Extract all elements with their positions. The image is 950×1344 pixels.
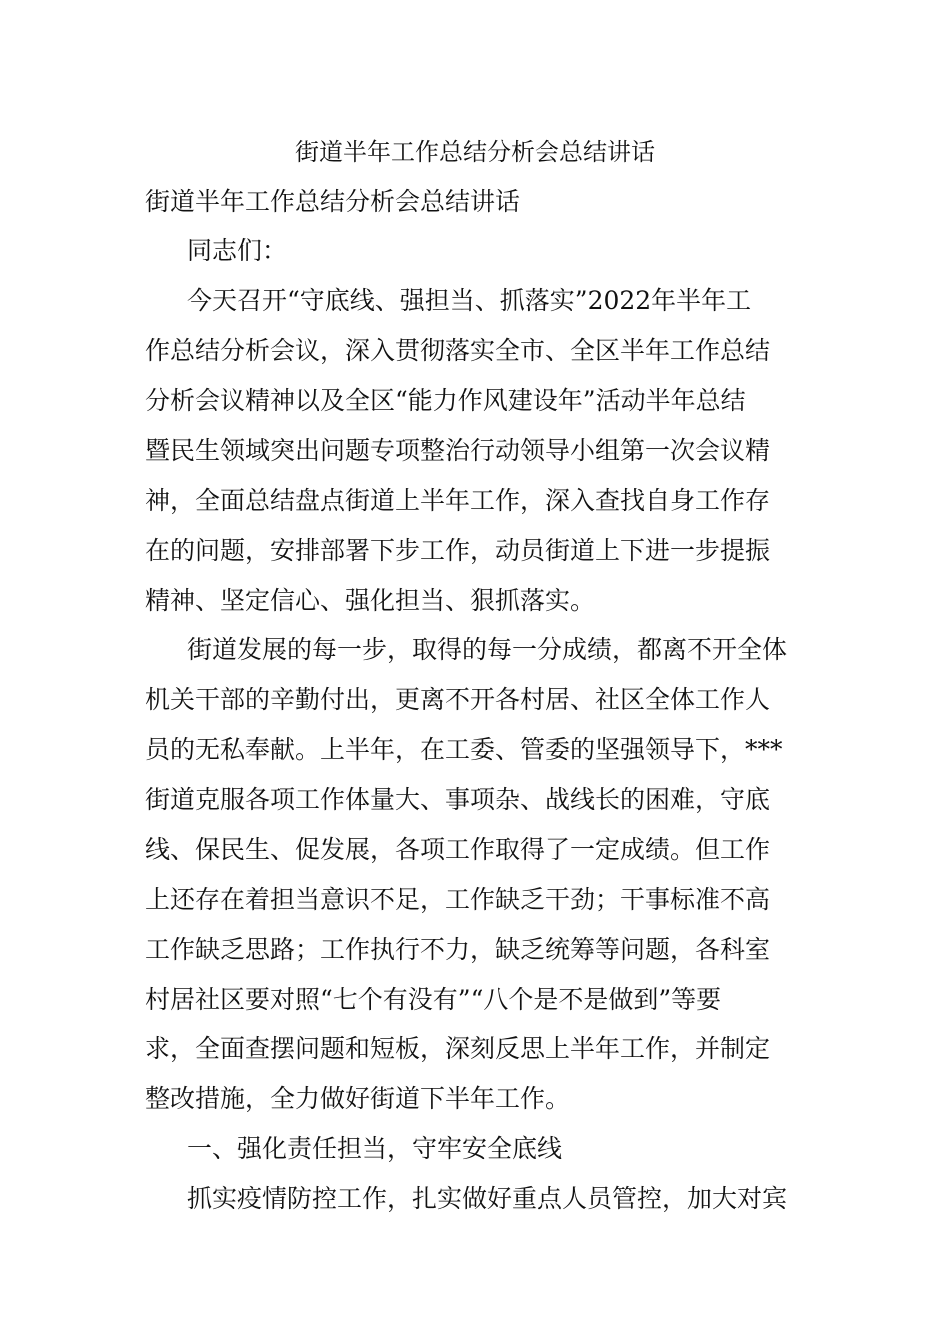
paragraph-line: 神，全面总结盘点街道上半年工作，深入查找自身工作存 [145,486,771,515]
paragraph-line: 分析会议精神以及全区“能力作风建设年”活动半年总结 [145,386,746,415]
document-subtitle: 街道半年工作总结分析会总结讲话 [145,187,521,216]
paragraph-line: 精神、坚定信心、强化担当、狠抓落实。 [145,586,596,615]
paragraph-line: 村居社区要对照“七个有没有”“八个是不是做到”等要 [145,985,722,1014]
paragraph-line: 作总结分析会议，深入贯彻落实全市、全区半年工作总结 [145,336,771,365]
paragraph-line: 抓实疫情防控工作，扎实做好重点人员管控，加大对宾 [187,1184,788,1213]
paragraph-line: 机关干部的辛勤付出，更离不开各村居、社区全体工作人 [145,685,771,714]
salutation: 同志们： [187,236,288,265]
paragraph-line: 整改措施，全力做好街道下半年工作。 [145,1084,571,1113]
section-heading: 一、强化责任担当，守牢安全底线 [187,1134,563,1163]
paragraph-line: 工作缺乏思路；工作执行不力，缺乏统筹等问题，各科室 [145,935,771,964]
paragraph-line: 街道克服各项工作体量大、事项杂、战线长的困难，守底 [145,785,771,814]
paragraph-line: 今天召开“守底线、强担当、抓落实”2022年半年工 [187,286,752,315]
paragraph-line: 上还存在着担当意识不足，工作缺乏干劲；干事标准不高 [145,885,771,914]
paragraph-line: 街道发展的每一步，取得的每一分成绩，都离不开全体 [187,635,788,664]
paragraph-line: 暨民生领域突出问题专项整治行动领导小组第一次会议精 [145,436,771,465]
document-title: 街道半年工作总结分析会总结讲话 [295,138,655,166]
paragraph-line: 求，全面查摆问题和短板，深刻反思上半年工作，并制定 [145,1034,771,1063]
paragraph-line: 员的无私奉献。上半年，在工委、管委的坚强领导下，*** [145,735,783,764]
paragraph-line: 线、保民生、促发展，各项工作取得了一定成绩。但工作 [145,835,771,864]
paragraph-line: 在的问题，安排部署下步工作，动员街道上下进一步提振 [145,536,771,565]
